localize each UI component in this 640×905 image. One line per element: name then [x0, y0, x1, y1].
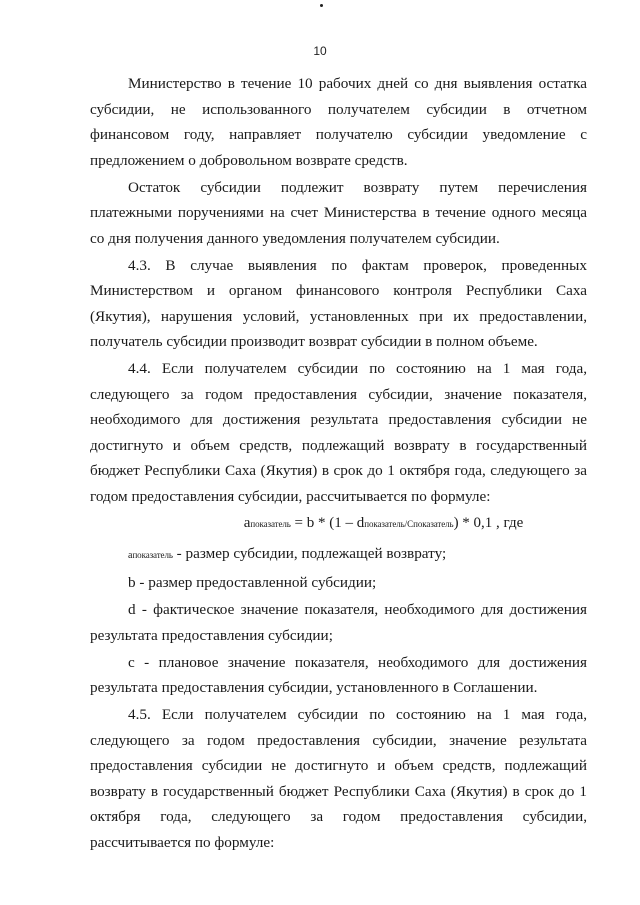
definition-a-text: - размер субсидии, подлежащей возврату;	[172, 545, 447, 562]
definition-d	[90, 597, 587, 648]
paragraph-subsidy-remainder: Остаток субсидии подлежит возврату путем перечисления платежными поручениями на счет Министерства в течение одного месяца со дня получения данного уведомления получателем субсидии.	[90, 178, 587, 247]
formula-slash: /	[404, 519, 408, 529]
definition-c-text: - плановое значение показателя, необходимого для достижения результата предоставления субсидии, установленного в Соглашении.	[90, 653, 587, 696]
definition-b	[90, 570, 587, 596]
paragraph-ministry-notice: Министерство в течение 10 рабочих дней со дня выявления остатка субсидии, не использованного получателем субсидии в отчетном финансовом году, направляет получателю субсидии уведомление с предложением о добровольном возврате средств.	[90, 75, 587, 169]
formula-body: = b * (1 –	[290, 515, 357, 531]
formula-c-subscript: показатель	[413, 519, 454, 529]
formula-c: C	[407, 519, 414, 529]
formula-a-subscript: показатель	[250, 519, 291, 529]
definition-b-text: - размер предоставленной субсидии;	[135, 574, 377, 591]
definition-c-var: c	[128, 653, 135, 671]
definition-a-subscript: показатель	[132, 550, 173, 560]
formula-d: d	[356, 515, 365, 531]
document-body	[90, 71, 587, 857]
paragraph-4-3: 4.3. В случае выявления по фактам проверок, проведенных Министерством и органом финансового контроля Республики Саха (Якутия), нарушения условий, установленных при их предоставлении, получатель субсидии производит возврат субсидии в полном объеме.	[90, 256, 587, 350]
formula-tail: ) * 0,1 , где	[453, 515, 524, 531]
page-number: 10	[313, 44, 327, 58]
definition-d-var: d	[128, 601, 136, 618]
paragraph-4-5: 4.5. Если получателем субсидии по состоянию на 1 мая года, следующего за годом предоставления субсидии, значение результата предоставления субсидии не достигнуто и объем средств, подлежащий возврату в государственный бюджет Республики Саха (Якутия) в срок до 1 октября года, следующего за годом предоставления субсидии, рассчитывается по формуле:	[90, 706, 587, 851]
definition-a	[90, 541, 587, 569]
definition-a-var: a	[128, 550, 133, 561]
scan-dot-mark	[320, 4, 323, 7]
formula-a: a	[243, 515, 251, 531]
paragraph-4-4: 4.4. Если получателем субсидии по состоянию на 1 мая года, следующего за годом предоставления субсидии, значение показателя, необходимого для достижения результата предоставления субсидии не достигнуто и объем средств, подлежащий возврату в государственный бюджет Республики Саха (Якутия) в срок до 1 октября года, следующего за годом предоставления субсидии, рассчитывается по формуле:	[90, 360, 587, 505]
definition-b-var: b	[128, 574, 136, 591]
formula-d-subscript: показатель	[364, 519, 405, 529]
definition-c	[90, 650, 587, 701]
refund-formula	[90, 511, 587, 537]
definition-d-text: - фактическое значение показателя, необходимого для достижения результата предоставления субсидии;	[90, 601, 587, 644]
